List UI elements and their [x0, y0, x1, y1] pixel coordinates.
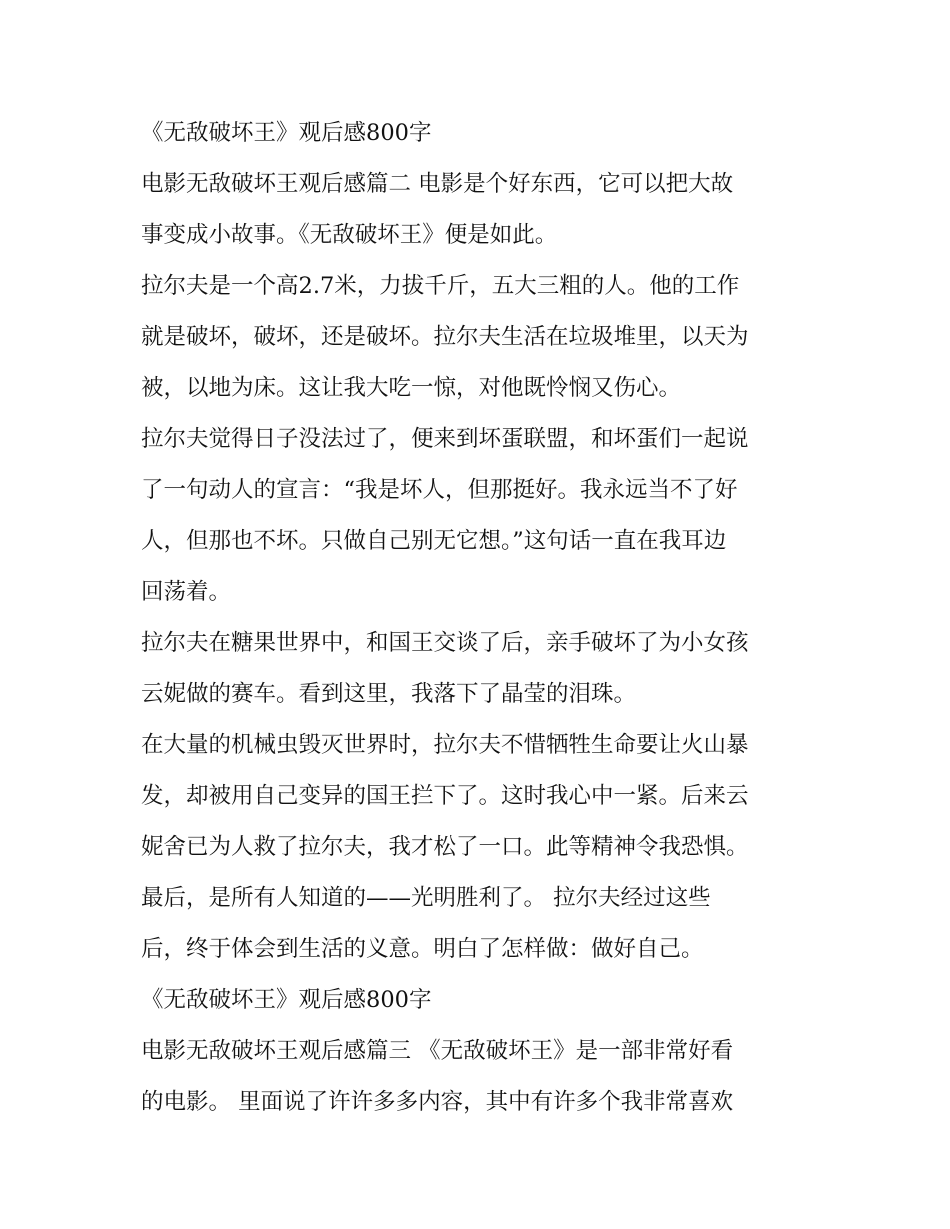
text-line: 后，终于体会到生活的义意。明白了怎样做：做好自己。 [141, 936, 704, 962]
text-line: 回荡着。 [141, 579, 232, 605]
text-line: 人，但那也不坏。只做自己别无它想。”这句话一直在我耳边 [141, 528, 727, 554]
document-body [141, 108, 821, 1128]
text-line: 妮舍已为人救了拉尔夫，我才松了一口。此等精神令我恐惧。 [141, 834, 749, 860]
title-line: 《无敌破坏王》观后感800字 [141, 120, 432, 146]
text-line: 电影无敌破坏王观后感篇二 电影是个好东西，它可以把大故 [141, 171, 734, 197]
text-line: 被，以地为床。这让我大吃一惊，对他既怜悯又伤心。 [141, 375, 682, 401]
text-line: 的电影。 里面说了许许多多内容，其中有许多个我非常喜欢 [141, 1089, 734, 1115]
text-line: 拉尔夫在糖果世界中，和国王交谈了后，亲手破坏了为小女孩 [141, 630, 749, 656]
text-line: 拉尔夫是一个高2.7米，力拔千斤，五大三粗的人。他的工作 [141, 273, 740, 299]
text-line: 最后，是所有人知道的——光明胜利了。 拉尔夫经过这些 [141, 885, 711, 911]
text-line: 拉尔夫觉得日子没法过了，便来到坏蛋联盟，和坏蛋们一起说 [141, 426, 749, 452]
text-line: 了一句动人的宣言：“我是坏人，但那挺好。我永远当不了好 [141, 477, 738, 503]
text-line: 发，却被用自己变异的国王拦下了。这时我心中一紧。后来云 [141, 783, 749, 809]
title-line: 《无敌破坏王》观后感800字 [141, 987, 432, 1013]
text-line: 电影无敌破坏王观后感篇三 《无敌破坏王》是一部非常好看 [141, 1038, 734, 1064]
text-line: 就是破坏，破坏，还是破坏。拉尔夫生活在垃圾堆里，以天为 [141, 324, 749, 350]
text-line: 事变成小故事。《无敌破坏王》便是如此。 [141, 222, 558, 248]
text-line: 云妮做的赛车。看到这里，我落下了晶莹的泪珠。 [141, 681, 637, 707]
text-line: 在大量的机械虫毁灭世界时，拉尔夫不惜牺牲生命要让火山暴 [141, 732, 749, 758]
